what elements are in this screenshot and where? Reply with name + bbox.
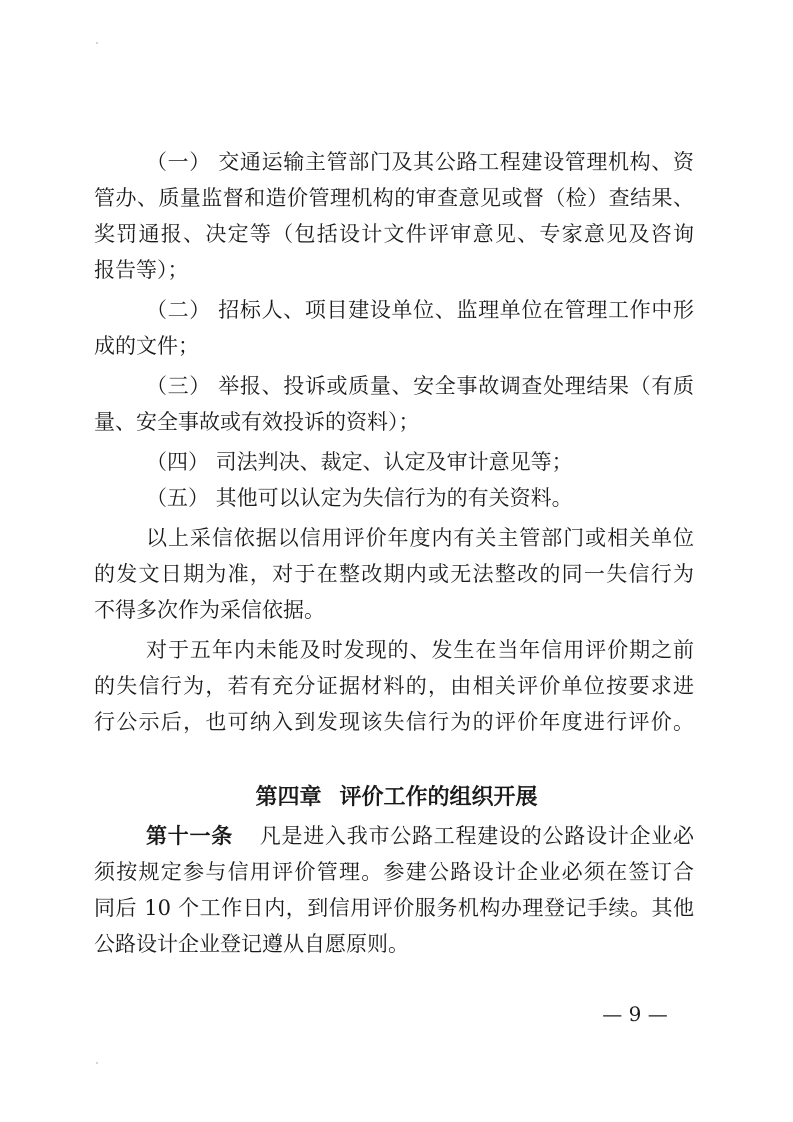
paragraph-line: 成的文件； [94, 334, 199, 358]
paragraph-line: （四） 司法判决、裁定、认定及审计意见等； [146, 450, 573, 474]
paragraph-line: 同后 10 个工作日内，到信用评价服务机构办理登记手续。其他 [94, 896, 694, 920]
scan-speck [96, 1062, 98, 1064]
paragraph-line: 的发文日期为准，对于在整改期内或无法整改的同一失信行为 [94, 562, 694, 586]
article-first-line [146, 820, 694, 852]
paragraph-line: （二） 招标人、项目建设单位、监理单位在管理工作中形 [146, 298, 694, 322]
chapter-title: 评价工作的组织开展 [339, 785, 538, 810]
paragraph-line: （五） 其他可以认定为失信行为的有关资料。 [146, 486, 573, 510]
paragraph-line: 不得多次作为采信依据。 [94, 598, 325, 622]
paragraph-line: 管办、质量监督和造价管理机构的审查意见或督（检）查结果、 [94, 186, 694, 210]
paragraph-line: 奖罚通报、决定等（包括设计文件评审意见、专家意见及咨询 [94, 222, 694, 246]
paragraph-line: 报告等）； [94, 258, 189, 282]
paragraph-line: 以上采信依据以信用评价年度内有关主管部门或相关单位 [146, 526, 694, 550]
scan-speck [96, 42, 98, 44]
article-label: 第十一条 [146, 824, 233, 848]
paragraph-line: （三） 举报、投诉或质量、安全事故调查处理结果（有质 [146, 374, 694, 398]
chapter-number: 第四章 [255, 785, 322, 810]
paragraph-line: 须按规定参与信用评价管理。参建公路设计企业必须在签订合 [94, 860, 694, 884]
paragraph-line: 对于五年内未能及时发现的、发生在当年信用评价期之前 [146, 638, 694, 662]
paragraph-line: 公路设计企业登记遵从自愿原则。 [94, 932, 409, 956]
paragraph-line: 的失信行为，若有充分证据材料的，由相关评价单位按要求进 [94, 674, 694, 698]
paragraph-line: 行公示后，也可纳入到发现该失信行为的评价年度进行评价。 [94, 710, 694, 734]
paragraph-line: （一） 交通运输主管部门及其公路工程建设管理机构、资 [146, 150, 694, 174]
chapter-heading [0, 782, 793, 814]
paragraph-line: 量、安全事故或有效投诉的资料）； [94, 410, 420, 434]
page-number: — 9 — [602, 1002, 668, 1026]
article-text: 凡是进入我市公路工程建设的公路设计企业必 [259, 824, 694, 848]
